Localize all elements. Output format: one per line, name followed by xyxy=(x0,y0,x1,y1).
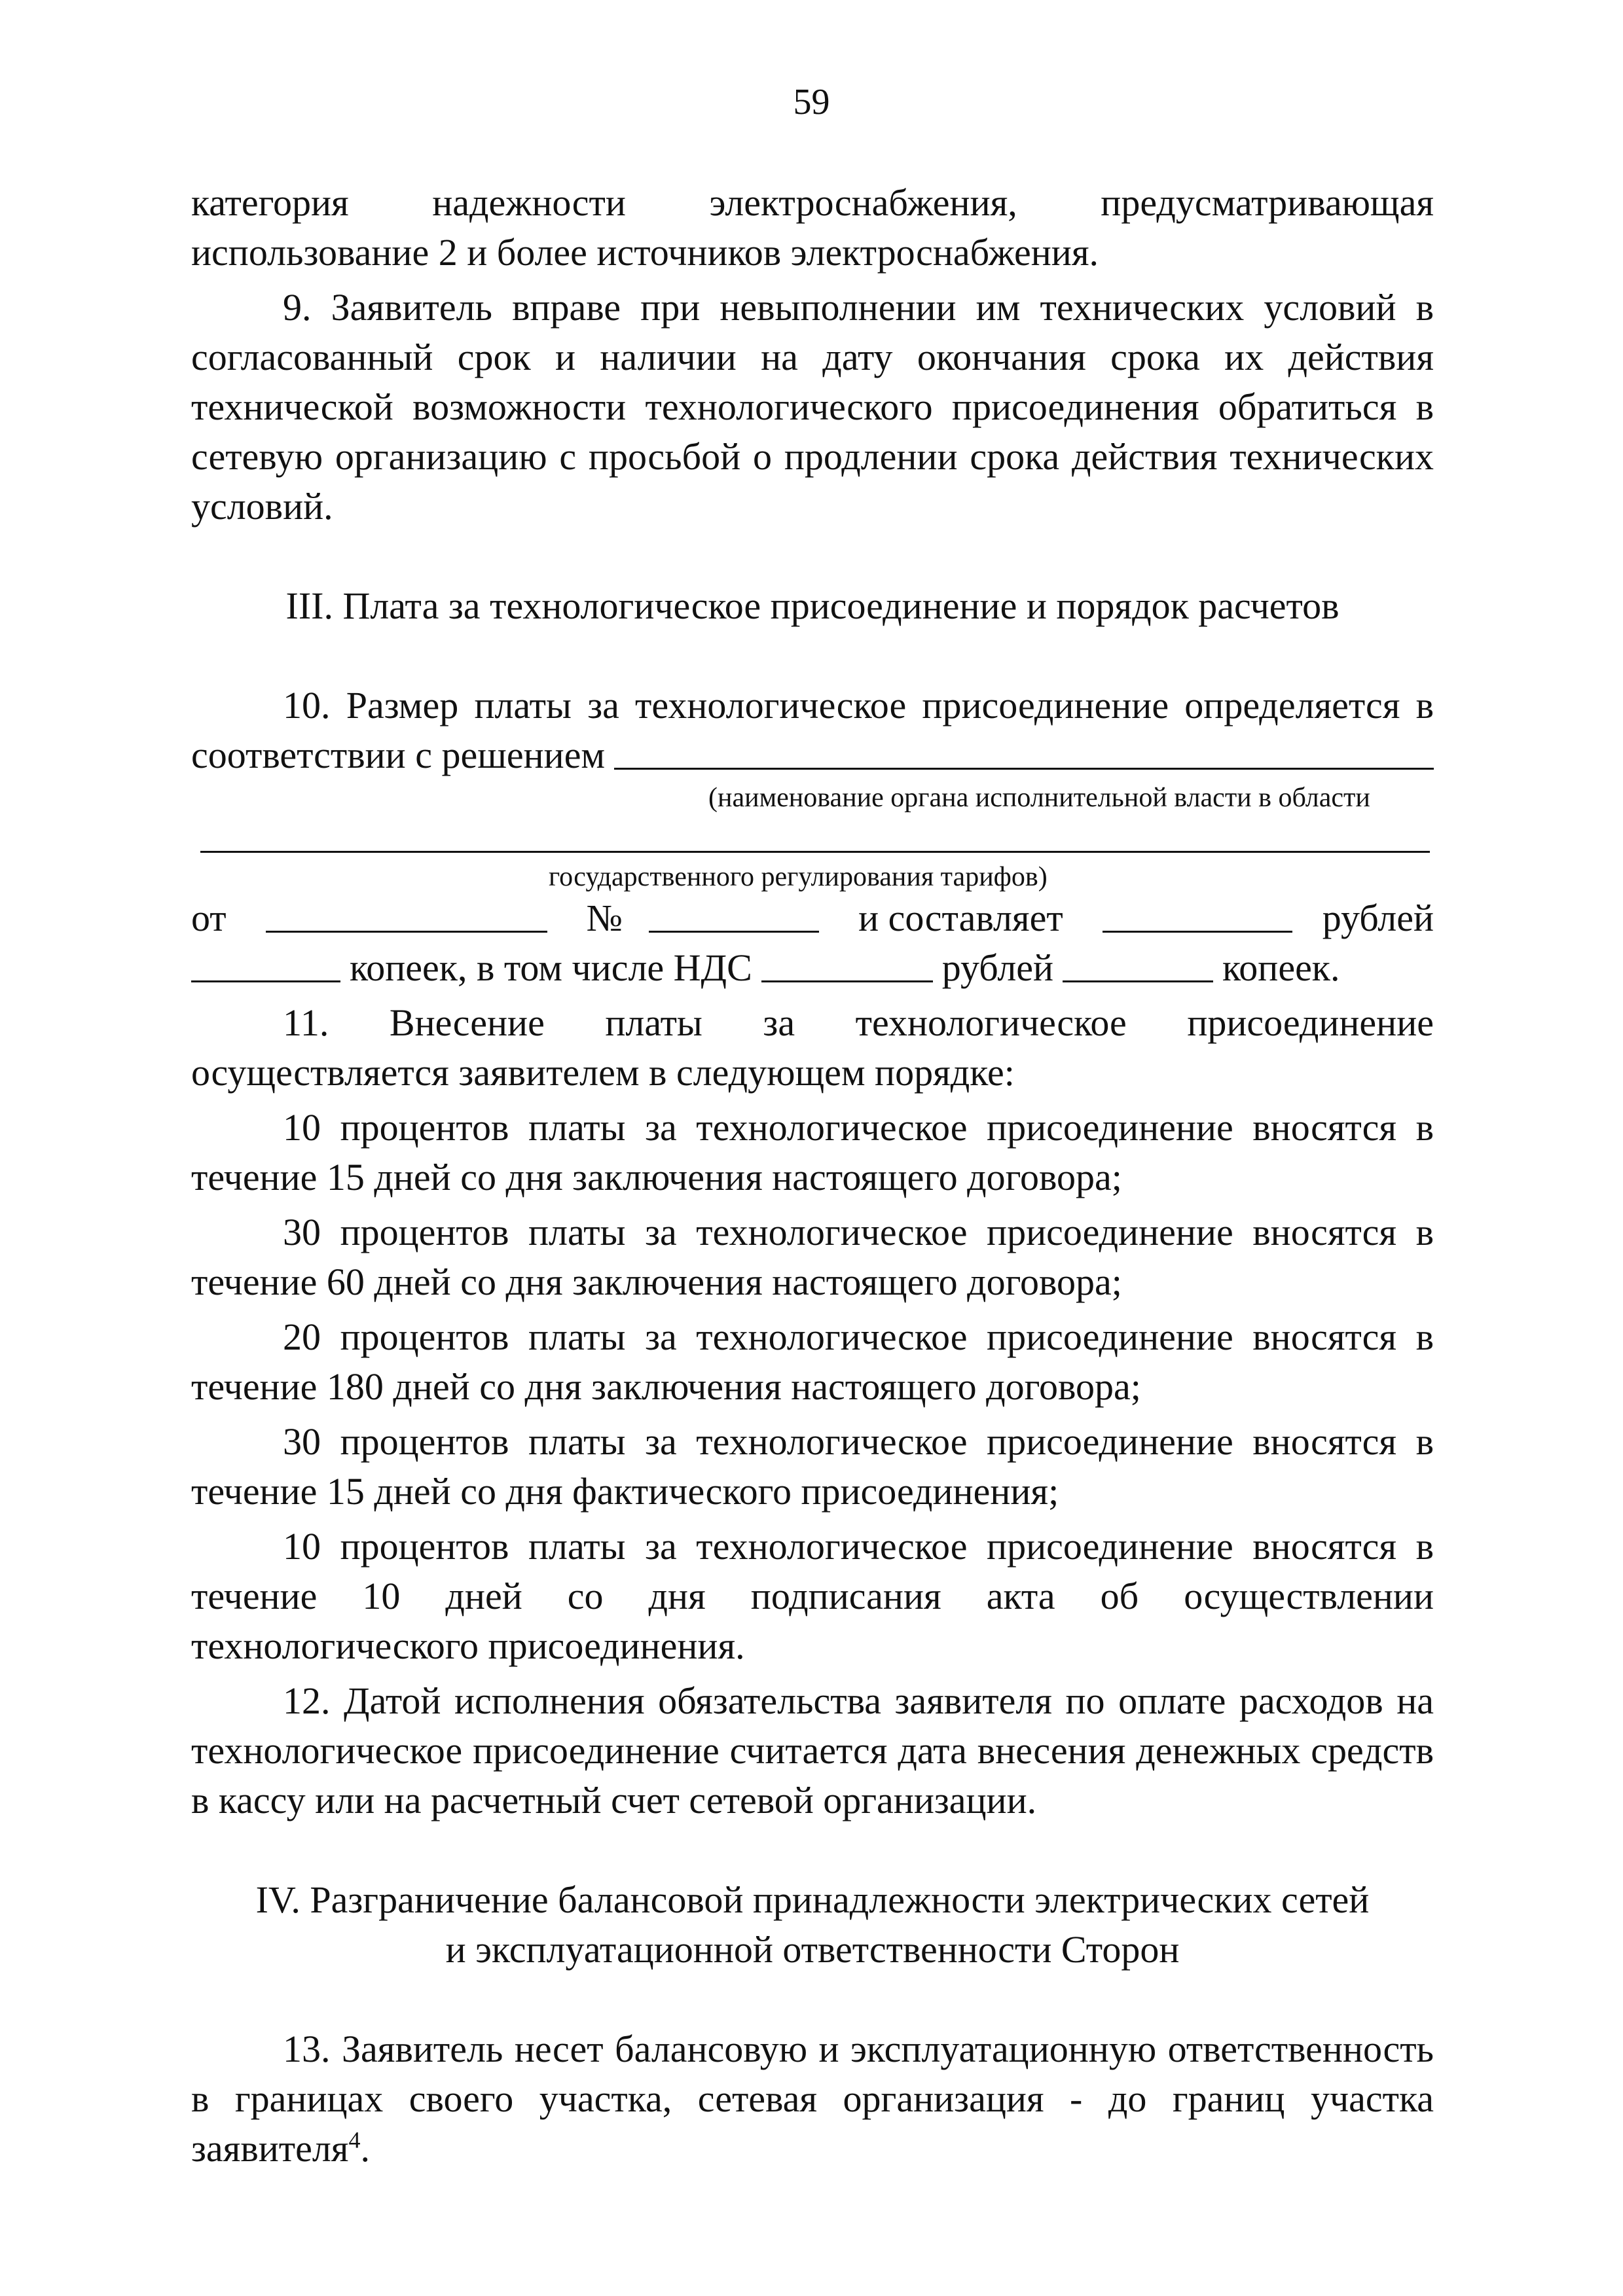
paragraph-13-end: . xyxy=(360,2127,370,2170)
date-blank xyxy=(266,931,547,933)
label-sostavlyaet: и составляет xyxy=(858,897,1063,939)
section-3-title: III. Плата за технологическое присоединение и порядок расчетов xyxy=(285,584,1340,627)
payment-item: 20 процентов платы за технологическое присоединение вносятся в течение 180 дней со дня заключения настоящего договора; xyxy=(191,1316,1434,1408)
paragraph-10-text: соответствии с решением xyxy=(191,734,606,776)
paragraph-10-line1: 10. Размер платы за технологическое присоединение определяется в xyxy=(283,684,1434,726)
page-number: 59 xyxy=(793,82,830,122)
paragraph-13 xyxy=(191,2024,1434,2174)
paragraph-12: 12. Датой исполнения обязательства заявителя по оплате расходов на технологическое присоединение считается дата внесения денежных средств в кассу или на расчетный счет сетевой организации. xyxy=(191,1679,1434,1821)
vat-kopecks-blank xyxy=(1063,980,1213,982)
paragraph-10-line2 xyxy=(191,730,1434,780)
paragraph-intro-line1: категория надежности электроснабжения, предусматривающая xyxy=(191,181,1434,224)
authority-blank-line xyxy=(614,768,1434,770)
label-ot: от xyxy=(191,897,227,939)
paragraph-13-text: 13. Заявитель несет балансовую и эксплуатационную ответственность в границах своего участка, сетевая организация - до границ участка заявителя xyxy=(191,2028,1434,2170)
vat-rubles-blank xyxy=(761,980,933,982)
label-kopeek: копеек. xyxy=(1222,946,1340,989)
label-kopeek-nds: копеек, в том числе НДС xyxy=(350,946,752,989)
label-number-sign: № xyxy=(586,897,623,939)
paragraph-intro-line2: использование 2 и более источников электроснабжения. xyxy=(191,231,1099,274)
fee-fill-line-1 xyxy=(191,893,1434,943)
paragraph-11-line1: 11. Внесение платы за технологическое присоединение xyxy=(283,1001,1434,1044)
payment-item: 30 процентов платы за технологическое присоединение вносятся в течение 15 дней со дня фактического присоединения; xyxy=(191,1420,1434,1513)
payment-item: 10 процентов платы за технологическое присоединение вносятся в течение 10 дней со дня подписания акта об осуществлении технологического присоединения. xyxy=(191,1525,1434,1667)
payment-item: 30 процентов платы за технологическое присоединение вносятся в течение 60 дней со дня заключения настоящего договора; xyxy=(191,1211,1434,1303)
number-blank xyxy=(649,931,819,933)
payment-item: 10 процентов платы за технологическое присоединение вносятся в течение 15 дней со дня заключения настоящего договора; xyxy=(191,1106,1434,1198)
kopecks-blank xyxy=(191,980,340,982)
paragraph-11-line2: осуществляется заявителем в следующем порядке: xyxy=(191,1051,1015,1094)
section-4-title-line2: и эксплуатационной ответственности Сторон xyxy=(445,1928,1180,1971)
paragraph-9: 9. Заявитель вправе при невыполнении им технических условий в согласованный срок и наличии на дату окончания срока их действия технической возможности технологического присоединения обратиться в сетевую организацию с просьбой о продлении срока действия технических условий. xyxy=(191,286,1434,528)
document-body xyxy=(191,178,1434,2174)
authority-blank-line-2 xyxy=(200,814,1430,853)
fee-fill-line-2 xyxy=(191,943,1434,993)
authority-caption-2: государственного регулирования тарифов) xyxy=(549,862,1048,892)
label-rubley-1: рублей xyxy=(1322,897,1434,939)
label-rubley-2: рублей xyxy=(941,946,1054,989)
rubles-blank xyxy=(1103,931,1292,933)
section-4-title-line1: IV. Разграничение балансовой принадлежности электрических сетей xyxy=(255,1878,1370,1921)
authority-caption-1: (наименование органа исполнительной власти в области xyxy=(708,783,1370,813)
footnote-marker: 4 xyxy=(348,2126,361,2153)
